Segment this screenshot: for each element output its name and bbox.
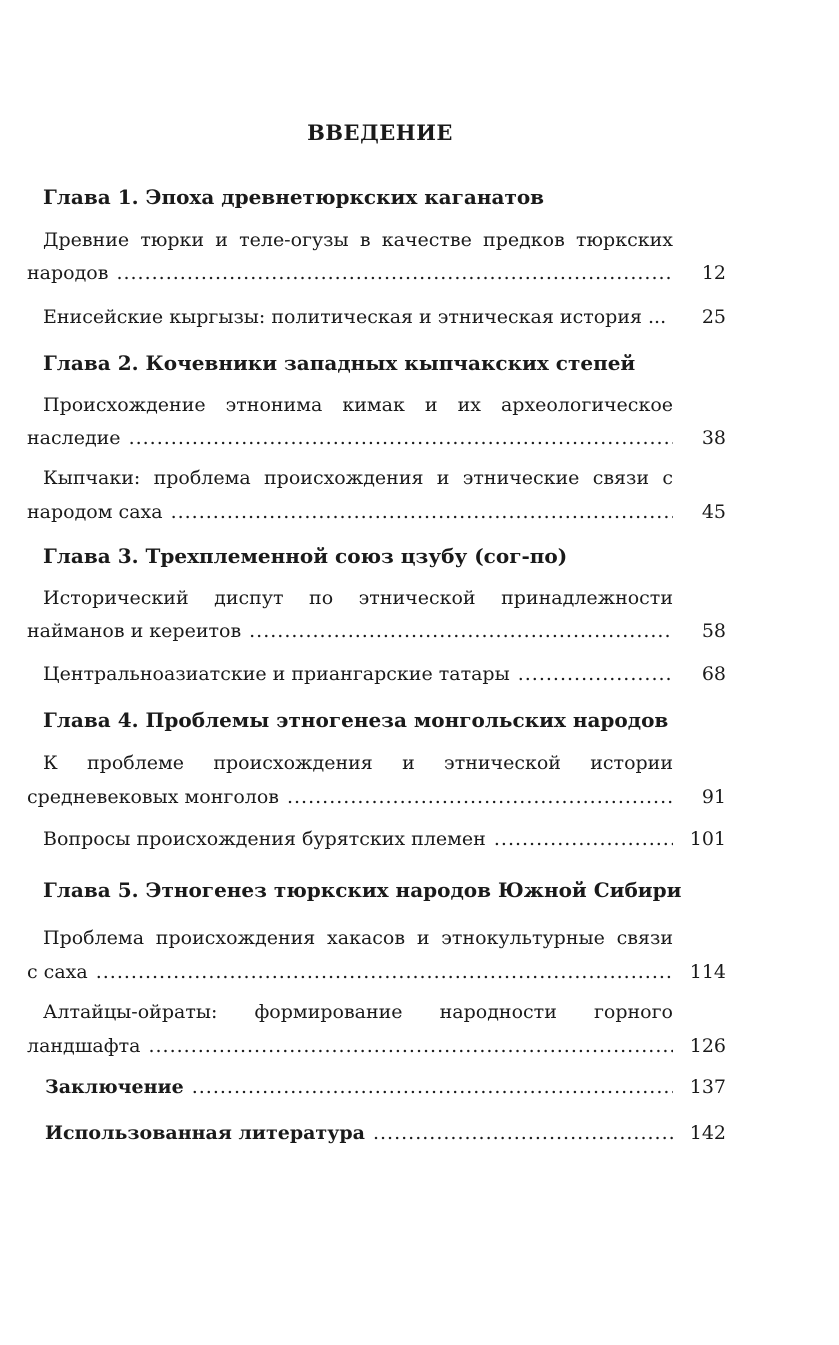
toc-entry-5-2-line1: Алтайцы-ойраты: формирование народности горного [43, 1001, 673, 1023]
toc-entry-3-1-line1: Исторический диспут по этнической принадлежности [43, 587, 673, 609]
toc-entry-5-1-line2 [27, 961, 673, 983]
toc-entry-3-1-page: 58 [701, 620, 726, 642]
dot-leader [192, 1076, 673, 1098]
chapter-4-heading: Глава 4. Проблемы этногенеза монгольских народов [43, 708, 669, 732]
toc-entry-2-2-page: 45 [701, 501, 726, 523]
toc-entry-2-1-line1: Происхождение этнонима кимак и их археологическое [43, 394, 673, 416]
toc-entry-2-1-page: 38 [701, 427, 726, 449]
toc-entry-3-1-line2 [27, 620, 673, 642]
chapter-1-heading: Глава 1. Эпоха древнетюркских каганатов [43, 185, 545, 209]
toc-entry-1-1-line2 [27, 262, 673, 284]
toc-entry-5-2-line2 [27, 1035, 673, 1057]
toc-conclusion-label: Заключение [45, 1076, 184, 1098]
dot-leader [373, 1122, 673, 1144]
toc-entry-5-2-page: 126 [689, 1035, 726, 1057]
dot-leader [494, 828, 673, 850]
dot-leader [116, 262, 673, 284]
toc-entry-2-2-line1: Кыпчаки: проблема происхождения и этнические связи с [43, 467, 673, 489]
dot-leader [287, 786, 673, 808]
toc-entry-conclusion-page: 137 [689, 1076, 726, 1098]
toc-entry-4-2-page: 101 [689, 828, 726, 850]
toc-entry-3-2-text: Центральноазиатские и приангарские татары [43, 663, 510, 685]
toc-entry-4-2-text: Вопросы происхождения бурятских племен [43, 828, 486, 850]
dot-leader [148, 1035, 673, 1057]
chapter-2-heading: Глава 2. Кочевники западных кыпчакских степей [43, 351, 636, 375]
toc-entry-3-2 [43, 663, 673, 685]
dot-leader [171, 501, 673, 523]
dot-leader [249, 620, 673, 642]
toc-entry-4-1-page: 91 [701, 786, 726, 808]
toc-entry-5-1-text: с саха [27, 961, 88, 983]
toc-entry-2-2-line2 [27, 501, 673, 523]
toc-entry-4-1-line1: К проблеме происхождения и этнической истории [43, 752, 673, 774]
toc-entry-1-2: Енисейские кыргызы: политическая и этническая история ... [43, 306, 667, 328]
toc-entry-1-1-page: 12 [701, 262, 726, 284]
toc-entry-3-1-text: найманов и кереитов [27, 620, 242, 642]
toc-entry-3-2-page: 68 [701, 663, 726, 685]
toc-entry-1-2-page: 25 [701, 306, 726, 328]
toc-entry-references [45, 1122, 673, 1144]
toc-entry-1-1-text: народов [27, 262, 109, 284]
toc-entry-4-1-text: средневековых монголов [27, 786, 279, 808]
toc-entry-4-1-line2 [27, 786, 673, 808]
dot-leader [129, 427, 673, 449]
chapter-5-heading: Глава 5. Этногенез тюркских народов Южной Сибири [43, 878, 682, 902]
dot-leader [96, 961, 673, 983]
toc-entry-5-2-text: ландшафта [27, 1035, 141, 1057]
toc-entry-5-1-page: 114 [689, 961, 726, 983]
toc-references-label: Использованная литература [45, 1122, 365, 1144]
page-title: ВВЕДЕНИЕ [307, 120, 453, 145]
dot-leader [518, 663, 673, 685]
toc-entry-2-1-text: наследие [27, 427, 121, 449]
toc-entry-2-1-line2 [27, 427, 673, 449]
toc-entry-1-1-line1: Древние тюрки и теле-огузы в качестве предков тюркских [43, 229, 673, 251]
toc-entry-references-page: 142 [689, 1122, 726, 1144]
chapter-3-heading: Глава 3. Трехплеменной союз цзубу (сог-по) [43, 544, 568, 568]
toc-entry-4-2 [43, 828, 673, 850]
toc-entry-conclusion [45, 1076, 673, 1098]
toc-entry-2-2-text: народом саха [27, 501, 163, 523]
toc-entry-5-1-line1: Проблема происхождения хакасов и этнокультурные связи [43, 927, 673, 949]
